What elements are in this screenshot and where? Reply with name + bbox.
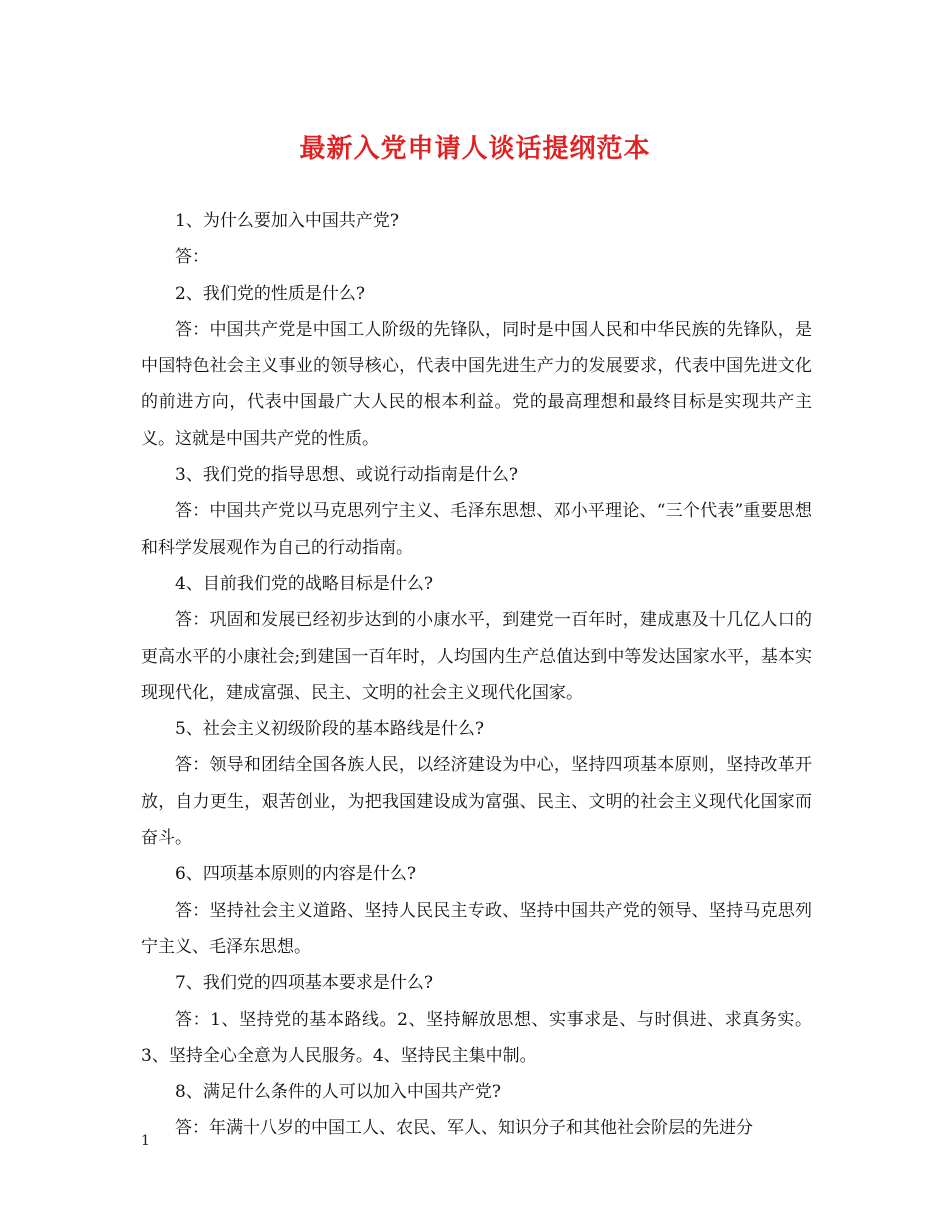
paragraph-q8: 8、满足什么条件的人可以加入中国共产党? <box>175 1082 501 1103</box>
paragraph-q3: 3、我们党的指导思想、或说行动指南是什么? <box>175 465 518 486</box>
paragraph-q5: 5、社会主义初级阶段的基本路线是什么? <box>175 719 484 740</box>
paragraph-a5: 答：领导和团结全国各族人民，以经济建设为中心，坚持四项基本原则，坚持改革开放，自力更生，艰苦创业，为把我国建设成为富强、民主、文明的社会主义现代化国家而奋斗。 <box>141 755 812 849</box>
paragraph-q2: 2、我们党的性质是什么? <box>175 283 365 304</box>
paragraph-q6: 6、四项基本原则的内容是什么? <box>175 864 416 885</box>
document-title: 最新入党申请人谈话提纲范本 <box>299 134 651 164</box>
paragraph-q7: 7、我们党的四项基本要求是什么? <box>175 973 433 994</box>
page-number: 1 <box>141 1133 150 1149</box>
paragraph-a2: 答：中国共产党是中国工人阶级的先锋队，同时是中国人民和中华民族的先锋队，是中国特色社会主义事业的领导核心，代表中国先进生产力的发展要求，代表中国先进文化的前进方向，代表中国最广大人民的根本利益。党的最高理想和最终目标是实现共产主义。这就是中国共产党的性质。 <box>141 319 812 449</box>
paragraph-a8: 答：年满十八岁的中国工人、农民、军人、知识分子和其他社会阶层的先进分 <box>175 1118 753 1139</box>
paragraph-a1: 答： <box>175 247 209 268</box>
paragraph-q4: 4、目前我们党的战略目标是什么? <box>175 573 433 594</box>
paragraph-a4: 答：巩固和发展已经初步达到的小康水平，到建党一百年时，建成惠及十几亿人口的更高水平的小康社会;到建国一百年时，人均国内生产总值达到中等发达国家水平，基本实现现代化，建成富强、民主、文明的社会主义现代化国家。 <box>141 610 812 703</box>
paragraph-a7: 答：1、坚持党的基本路线。2、坚持解放思想、实事求是、与时俱进、求真务实。3、坚持全心全意为人民服务。4、坚持民主集中制。 <box>141 1009 812 1066</box>
document-body <box>141 203 812 1147</box>
paragraph-a3: 答：中国共产党以马克思列宁主义、毛泽东思想、邓小平理论、“三个代表”重要思想和科学发展观作为自己的行动指南。 <box>141 501 812 558</box>
paragraph-a6: 答：坚持社会主义道路、坚持人民民主专政、坚持中国共产党的领导、坚持马克思列宁主义、毛泽东思想。 <box>141 900 812 957</box>
paragraph-q1: 1、为什么要加入中国共产党? <box>175 211 399 231</box>
